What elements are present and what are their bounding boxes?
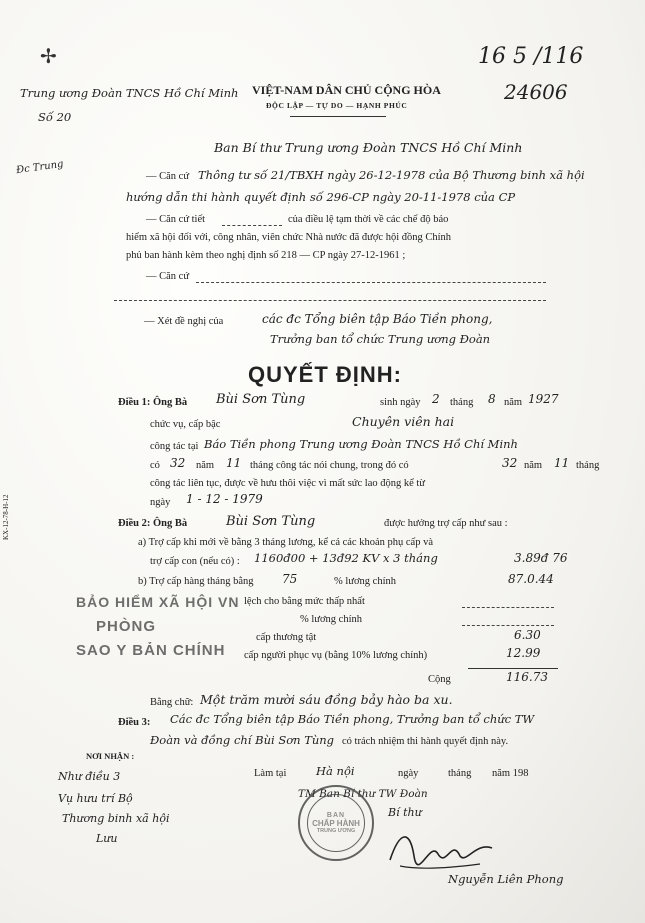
recipient-item: Vụ hưu trí Bộ: [58, 792, 133, 805]
dieu2-f-label: cấp người phục vụ (bằng 10% lương chính): [244, 650, 428, 661]
signature-scribble: [380, 820, 500, 880]
country-motto: ĐỘC LẬP — TỰ DO — HẠNH PHÚC: [266, 101, 408, 110]
dieu1-sinh-year: 1927: [528, 392, 559, 406]
dieu2-b-pct: 75: [282, 572, 298, 586]
margin-note: Đc Trung: [15, 158, 65, 177]
dieu1-congtac-label: công tác tại: [150, 441, 199, 452]
cancu2-cont2: phủ ban hành kèm theo nghị định số 218 — CP ngày 27-12-1961 ;: [126, 250, 406, 261]
bangchu-label: Bằng chữ:: [150, 697, 194, 708]
doc-number-left: Số 20: [38, 110, 72, 124]
dieu2-label: Điều 2: Ông Bà: [118, 518, 188, 529]
sig-thang-label: tháng: [448, 768, 472, 779]
dieu1-sinh-label: sinh ngày: [380, 397, 421, 408]
sig-role: Bí thư: [388, 806, 422, 819]
dieu2-e-label: cấp thương tật: [256, 632, 317, 643]
doc-number-2: 24606: [504, 80, 568, 104]
dieu3-text3: có trách nhiệm thi hành quyết định này.: [342, 736, 509, 747]
dieu1-nam1: 32: [170, 456, 186, 470]
side-code: KX-12-78-H-12: [2, 494, 10, 540]
bangchu-text: Một trăm mười sáu đồng bảy hào ba xu.: [200, 692, 453, 707]
sig-ngay-label: ngày: [398, 768, 419, 779]
recipient-item: Thương binh xã hội: [62, 812, 170, 825]
cong-amount: 116.73: [506, 670, 548, 684]
recipients-title: NƠI NHẬN :: [86, 751, 135, 761]
cancu1-label: — Căn cứ: [146, 171, 190, 182]
dieu1-name: Bùi Sơn Tùng: [216, 392, 306, 407]
dieu2-b-mid: % lương chính: [334, 576, 396, 587]
cancu2-text: của điều lệ tạm thời về các chế độ bảo: [288, 214, 449, 225]
dieu1-ngay-label: ngày: [150, 497, 171, 508]
dieu1-label: Điều 1: Ông Bà: [118, 397, 188, 408]
seal-bot-text: TRUNG ƯƠNG: [316, 828, 356, 834]
stamp-line-3: SAO Y BẢN CHÍNH: [76, 642, 226, 659]
dieu2-c-blank: [462, 607, 554, 608]
seal-top-text: BAN: [326, 812, 346, 819]
stamp-line-1: BẢO HIỂM XÃ HỘI VN: [76, 594, 240, 610]
doc-number-1: 16 5 /116: [478, 44, 584, 69]
stamp-line-2: PHÒNG: [96, 618, 157, 635]
dieu1-line4: công tác liên tục, được về hưu thôi việc vì mất sức lao động kể từ: [150, 478, 425, 489]
dieu2-d-blank: [462, 625, 554, 626]
cancu3-blank-2: [114, 300, 546, 301]
dieu2-b-label: b) Trợ cấp hàng tháng bằng: [138, 576, 254, 587]
dieu3-text2: Đoàn và đồng chí Bùi Sơn Tùng: [150, 733, 335, 747]
recipient-item: Như điều 3: [58, 770, 121, 783]
place-value: Hà nội: [316, 764, 355, 778]
dieu2-c-label: lệch cho bằng mức thấp nhất: [244, 596, 365, 607]
cong-label: Cộng: [428, 674, 451, 685]
dieu1-thang-label3: tháng: [576, 460, 600, 471]
signer-name: Nguyễn Liên Phong: [448, 872, 564, 886]
cancu3-blank: [196, 282, 546, 283]
dieu1-thang-label2: tháng công tác nói chung, trong đó có: [250, 460, 409, 471]
xet-text-1: các đc Tổng biên tập Báo Tiền phong,: [262, 312, 493, 326]
dieu1-sinh-day: 2: [432, 392, 440, 406]
seal-mid-text: CHẤP HÀNH: [312, 819, 360, 828]
dieu2-a-label: a) Trợ cấp khi mới về bằng 3 tháng lương, kể cả các khoản phụ cấp và: [138, 537, 433, 548]
dieu1-thang2: 11: [554, 456, 570, 470]
org-name: Trung ương Đoàn TNCS Hồ Chí Minh: [20, 86, 239, 100]
dieu2-name: Bùi Sơn Tùng: [226, 514, 316, 529]
dieu1-chucvu-label: chức vụ, cấp bậc: [150, 419, 221, 430]
dieu3-label: Điều 3:: [118, 717, 151, 728]
cancu3-label: — Căn cứ: [146, 271, 190, 282]
dieu2-d-label: % lương chính: [300, 614, 362, 625]
sig-nam-label: năm 198: [492, 768, 529, 779]
dieu1-chucvu: Chuyên viên hai: [352, 414, 455, 429]
dieu1-congtac: Báo Tiền phong Trung ương Đoàn TNCS Hồ Chí Minh: [204, 437, 518, 451]
dieu1-nam2: 32: [502, 456, 518, 470]
official-seal: [298, 785, 374, 861]
motto-underline: [290, 116, 386, 117]
dieu2-a-cont: trợ cấp con (nếu có) :: [150, 556, 240, 567]
dieu1-co-label: có: [150, 460, 160, 471]
decision-title: QUYẾT ĐỊNH:: [248, 362, 402, 387]
recipient-item: Lưu: [96, 832, 118, 845]
dieu1-nam-label2: năm: [196, 460, 215, 471]
dieu1-thang-label: tháng: [450, 397, 474, 408]
sum-rule: [468, 668, 558, 669]
dieu2-e-amount: 6.30: [514, 628, 541, 642]
cancu2-blank: [222, 225, 282, 226]
dieu2-a-calc: 1160đ00 + 13đ92 KV x 3 tháng: [254, 551, 438, 565]
dieu3-text1: Các đc Tổng biên tập Báo Tiền phong, Trưởng ban tổ chức TW: [170, 712, 535, 726]
cancu2-cont1: hiểm xã hội đối với, công nhân, viên chức Nhà nước đã được hội đồng Chính: [126, 232, 452, 243]
sig-tm: TM Ban Bí thư TW Đoàn: [298, 788, 428, 800]
cancu1-cont: hướng dẫn thi hành quyết định số 296-CP ngày 20-11-1978 của CP: [126, 190, 516, 204]
dieu1-sinh-month: 8: [488, 392, 496, 406]
cancu2-label: — Căn cứ tiết: [146, 214, 206, 225]
dieu1-ngay: 1 - 12 - 1979: [186, 492, 263, 506]
dieu1-nam-label: năm: [504, 397, 523, 408]
dieu2-b-amount: 87.0.44: [508, 572, 554, 586]
dieu1-thang1: 11: [226, 456, 242, 470]
dieu2-suffix: được hưởng trợ cấp như sau :: [384, 518, 508, 529]
xet-label: — Xét đề nghị của: [144, 316, 224, 327]
dieu2-a-amount: 3.89đ 76: [514, 551, 568, 565]
issuer-line: Ban Bí thư Trung ương Đoàn TNCS Hồ Chí Minh: [214, 140, 523, 155]
dieu2-f-amount: 12.99: [506, 646, 541, 660]
country-name: VIỆT-NAM DÂN CHỦ CỘNG HÒA: [252, 83, 441, 97]
xet-text-2: Trưởng ban tổ chức Trung ương Đoàn: [270, 332, 491, 346]
cancu1-text: Thông tư số 21/TBXH ngày 26-12-1978 của Bộ Thương binh xã hội: [198, 168, 585, 182]
cross-mark-icon: ✢: [40, 46, 57, 68]
place-label: Làm tại: [254, 768, 287, 779]
dieu1-nam-label3: năm: [524, 460, 543, 471]
